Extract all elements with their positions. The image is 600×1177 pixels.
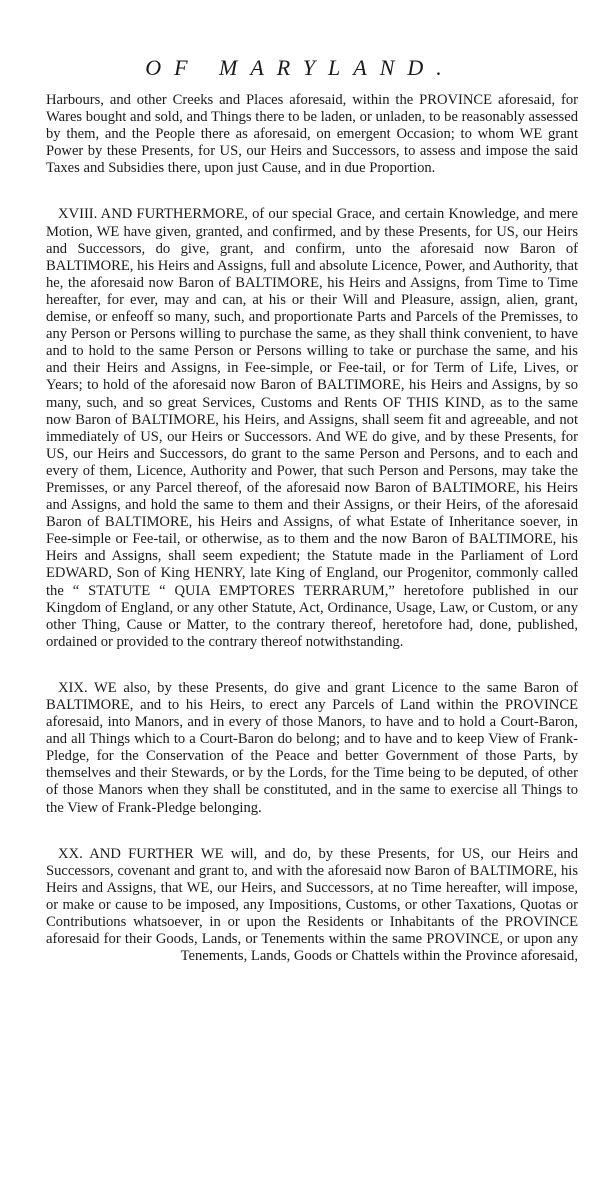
running-head: OF MARYLAND. bbox=[145, 55, 455, 80]
paragraph-section-20: XX. AND FURTHER WE will, and do, by these Presents, for US, our Heirs and Successors, covenant and grant to, and with the aforesaid now Baron of BALTIMORE, his Heirs and Assigns, that WE, our Heirs, and Successors, at no Time hereafter, will impose, or make or cause to be imposed, any Impositions, Customs, or other Taxations, Quotas or Contributions whatsoever, in or upon the Residents or Inhabitants of the PROVINCE aforesaid for their Goods, Lands, or Tenements within the same PROVINCE, or upon any Tenements, Lands, Goods or Chattels within the Province aforesaid, bbox=[46, 845, 578, 965]
paragraph-section-19: XIX. WE also, by these Presents, do give and grant Licence to the same Baron of BALTIMORE, and to his Heirs, to erect any Parcels of Land within the PROVINCE aforesaid, into Manors, and in every of those Manors, to have and to hold a Court-Baron, and all Things which to a Court-Baron do belong; and to have and to keep View of Frank-Pledge, for the Conservation of the Peace and better Government of those Parts, by themselves and their Stewards, or by the Lords, for the Time being to be deputed, of other of those Manors when they shall be constituted, and in the same to exercise all Things to the View of Frank-Pledge belonging. bbox=[46, 679, 578, 816]
body-text bbox=[46, 92, 578, 965]
paragraph-section-18: XVIII. AND FURTHERMORE, of our special Grace, and certain Knowledge, and mere Motion, WE have given, granted, and confirmed, and by these Presents, for US, our Heirs and Successors, do give, grant, and confirm, unto the aforesaid now Baron of BALTIMORE, his Heirs and Assigns, full and absolute Licence, Power, and Authority, that he, the aforesaid now Baron of BALTIMORE, his Heirs and Assigns, from Time to Time hereafter, for ever, may and can, at his or their Will and Pleasure, assign, alien, grant, demise, or enfeoff so many, such, and proportionate Parts and Parcels of the Premisses, to any Person or Persons willing to purchase the same, as they shall think convenient, to have and to hold to the same Person or Persons willing to take or purchase the same, and his and their Heirs and Assigns, in Fee-simple, or Fee-tail, or for Term of Life, Lives, or Years; to hold of the aforesaid now Baron of BALTIMORE, his Heirs and Assigns, by so many, such, and so great Services, Customs and Rents OF THIS KIND, as to the same now Baron of BALTIMORE, his Heirs, and Assigns, shall seem fit and agreeable, and not immediately of US, our Heirs or Successors. And WE do give, and by these Presents, for US, our Heirs and Successors, do grant to the same Person and Persons, and to each and every of them, Licence, Authority and Power, that such Person and Persons, may take the Premisses, or any Parcel thereof, of the aforesaid now Baron of BALTIMORE, his Heirs and Assigns, and hold the same to them and their Assigns, or their Heirs, of the aforesaid Baron of BALTIMORE, his Heirs and Assigns, of what Estate of Inheritance soever, in Fee-simple or Fee-tail, or otherwise, as to them and the now Baron of BALTIMORE, his Heirs and Assigns, shall seem expedient; the Statute made in the Parliament of Lord EDWARD, Son of King HENRY, late King of England, our Progenitor, commonly called the “ STATUTE “ QUIA EMPTORES TERRARUM,” heretofore published in our Kingdom of England, or any other Statute, Act, Ordinance, Usage, Law, or Custom, or any other Thing, Cause or Matter, to the contrary thereof, heretofore had, done, published, ordained or provided to the contrary thereof notwithstanding. bbox=[46, 206, 578, 650]
paragraph-continued: Harbours, and other Creeks and Places aforesaid, within the PROVINCE aforesaid, for Wares bought and sold, and Things there to be laden, or unladen, to be reasonably assessed by them, and the People there as aforesaid, on emergent Occasion; to whom WE grant Power by these Presents, for US, our Heirs and Successors, to assess and impose the said Taxes and Subsidies there, upon just Cause, and in due Proportion. bbox=[46, 92, 578, 177]
